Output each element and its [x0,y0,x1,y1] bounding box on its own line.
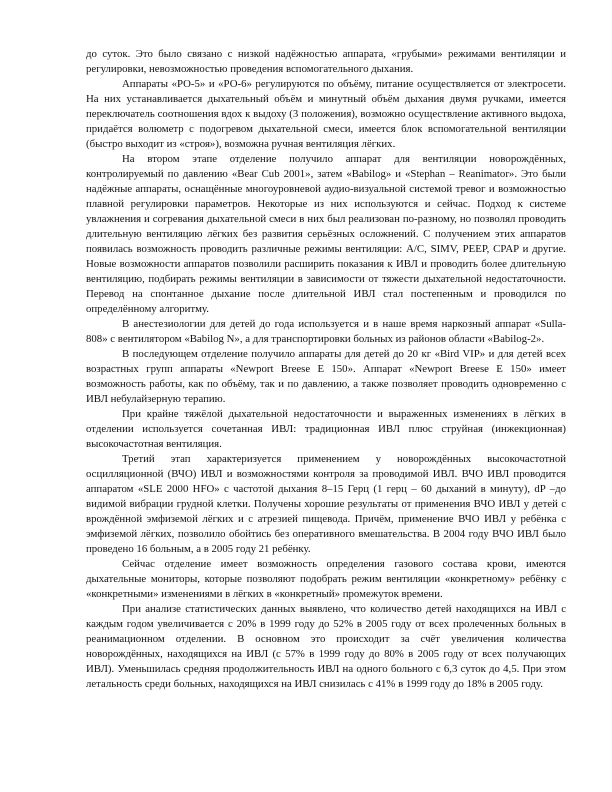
paragraph-2: Аппараты «РО-5» и «РО-6» регулируются по объёму, питание осуществляется от электросети. На них устанавливается дыхательный объём и минутный объём дыхания двумя ручками, имеется переключатель соотношения вдох к выдоху (3 положения), возможно осуществление активного выдоха, придаётся волюметр с подогревом дыхательной смеси, имеется блок вспомогательной вентиляции (быстро выходит из «строя»), возможна ручная вентиляция лёгких. [86,78,566,150]
paragraph-9: При анализе статистических данных выявлено, что количество детей находящихся на ИВЛ с каждым годом увеличивается с 20% в 1999 году до 52% в 2005 году от всех пролеченных больных в реанимационном отделении. В основном это происходит за счёт увеличения количества новорождённых, находящихся на ИВЛ (с 57% в 1999 году до 80% в 2005 году от всех получающих ИВЛ). Уменьшилась средняя продолжительность ИВЛ на одного больного с 6,3 суток до 4,5. При этом летальность среди больных, находящихся на ИВЛ снизилась с 41% в 1999 году до 18% в 2005 году. [86,603,566,690]
paragraph-8: Сейчас отделение имеет возможность определения газового состава крови, имеются дыхательные мониторы, которые позволяют подобрать режим вентиляции «конкретному» ребёнку с «конкретными» изменениями в лёгких в «конкретный» промежуток времени. [86,558,566,600]
body-text [86,47,566,692]
paragraph-1: до суток. Это было связано с низкой надёжностью аппарата, «грубыми» режимами вентиляции и регулировки, невозможностью проведения вспомогательного дыхания. [86,48,566,75]
paragraph-5: В последующем отделение получило аппараты для детей до 20 кг «Bird VIP» и для детей всех возрастных групп аппараты «Newport Breese E 150». Аппарат «Newport Breese E 150» имеет возможность работы, как по объёму, так и по давлению, а также позволяет проводить одновременно с ИВЛ небулайзерную терапию. [86,348,566,405]
paragraph-4: В анестезиологии для детей до года используется и в наше время наркозный аппарат «Sulla-808» с вентилятором «Babilog N», а для транспортировки больных из районов области «Babilog-2». [86,318,566,345]
paragraph-6: При крайне тяжёлой дыхательной недостаточности и выраженных изменениях в лёгких в отделении используется сочетанная ИВЛ: традиционная ИВЛ плюс струйная (инжекционная) высокочастотная вентиляция. [86,408,566,450]
paragraph-7: Третий этап характеризуется применением у новорождённых высокочастотной осцилляционной (ВЧО) ИВЛ и возможностями контроля за проводимой ИВЛ. ВЧО ИВЛ проводится аппаратом «SLE 2000 HFO» с частотой дыхания 8–15 Герц (1 герц – 60 дыханий в минуту), dP –до видимой вибрации грудной клетки. Получены хорошие результаты от применения ВЧО ИВЛ у детей с врождённой эмфиземой лёгких и с атрезией пищевода. Причём, применение ВЧО ИВЛ у ребёнка с эмфиземой лёгких, позволило обойтись без оперативного вмешательства. В 2004 году ВЧО ИВЛ было проведено 16 больным, а в 2005 году 21 ребёнку. [86,453,566,555]
paragraph-3: На втором этапе отделение получило аппарат для вентиляции новорождённых, контролируемый по давлению «Bear Cub 2001», затем «Babilog» и «Stephan – Reanimator». Это были надёжные аппараты, оснащённые многоуровневой аудио-визуальной системой тревог и возможностью плавной регулировки параметров. Некоторые из них используются и сейчас. Подход к системе увлажнения и согревания дыхательной смеси в них был реализован по-разному, но позволял проводить длительную вентиляцию лёгких без развития серьёзных осложнений. С получением этих аппаратов появилась возможность проводить различные режимы вентиляции: A/C, SIMV, PEEP, CPAP и другие. Новые возможности аппаратов позволили расширить показания к ИВЛ и проводить более длительную вентиляцию, подбирать режимы вентиляции в зависимости от тяжести дыхательной недостаточности. Перевод на спонтанное дыхание после длительной ИВЛ стал постепенным и проводился по определённому алгоритму. [86,153,566,315]
